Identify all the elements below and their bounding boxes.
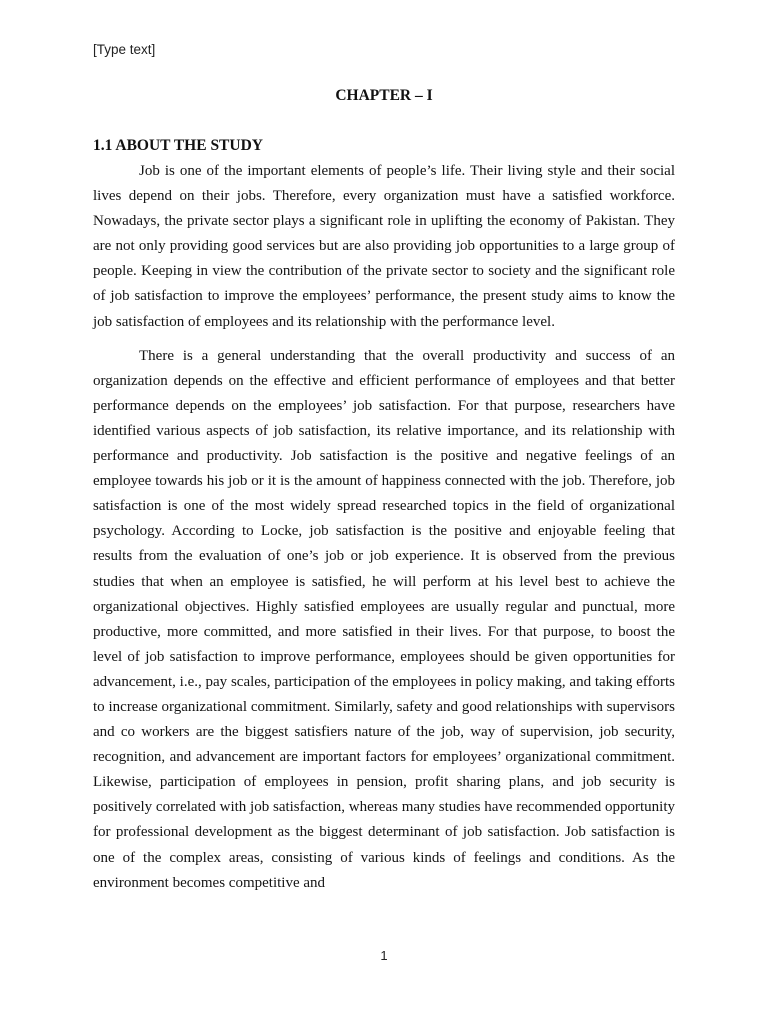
chapter-title: CHAPTER – I xyxy=(335,87,433,104)
page-header-placeholder[interactable]: [Type text] xyxy=(93,42,156,57)
document-body xyxy=(93,159,675,896)
body-paragraph: Job is one of the important elements of people’s life. Their living style and their social lives depend on their jobs. Therefore, every organization must have a satisfied workforce. Nowadays, the private sector plays a significant role in uplifting the economy of Pakistan. They are not only providing good services but are also providing job opportunities to a large group of people. Keeping in view the contribution of the private sector to society and the significant role of job satisfaction to improve the employees’ performance, the present study aims to know the job satisfaction of employees and its relationship with the performance level. xyxy=(93,163,675,330)
body-paragraph: There is a general understanding that the overall productivity and success of an organization depends on the effective and efficient performance of employees and that better performance depends on the employees’ job satisfaction. For that purpose, researchers have identified various aspects of job satisfaction, its relative importance, and its relationship with performance and productivity. Job satisfaction is the positive and negative feelings of an employee towards his job or it is the amount of happiness connected with the job. Therefore, job satisfaction is one of the most widely spread researched topics in the field of organizational psychology. According to Locke, job satisfaction is the positive and enjoyable feeling that results from the evaluation of one’s job or job experience. It is observed from the previous studies that when an employee is satisfied, he will perform at his level best to achieve the organizational objectives. Highly satisfied employees are usually regular and punctual, more productive, more committed, and more satisfied in their lives. For that purpose, to boost the level of job satisfaction to improve performance, employees should be given opportunities for advancement, i.e., pay scales, participation of the employees in policy making, and taking efforts to increase organizational commitment. Similarly, safety and good relationships with supervisors and co workers are the biggest satisfiers nature of the job, way of supervision, job security, recognition, and advancement are important factors for employees’ organizational commitment. Likewise, participation of employees in pension, profit sharing plans, and job security is positively correlated with job satisfaction, whereas many studies have recommended opportunity for professional development as the biggest determinant of job satisfaction. Job satisfaction is one of the complex areas, consisting of various kinds of feelings and conditions. As the environment becomes competitive and xyxy=(93,347,675,891)
section-heading: 1.1 ABOUT THE STUDY xyxy=(93,137,263,154)
page-number: 1 xyxy=(380,948,388,963)
